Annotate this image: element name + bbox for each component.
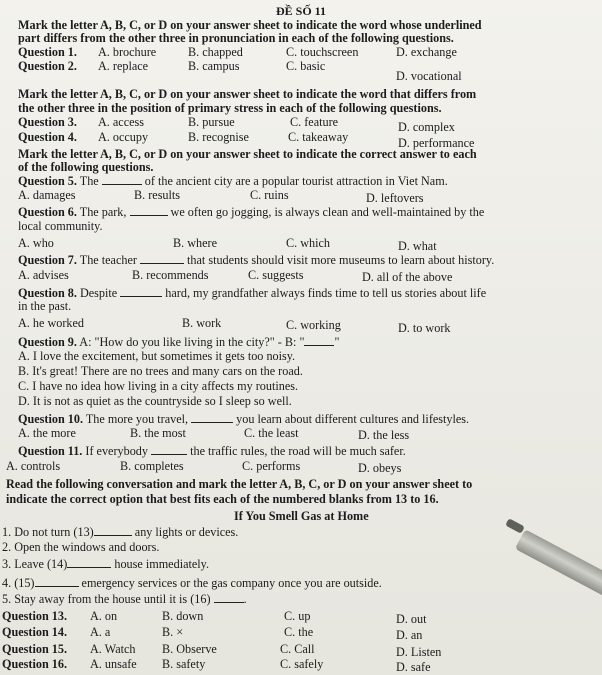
question-9-option-b[interactable]: B. It's great! There are no trees and many cars on the road. bbox=[18, 364, 303, 378]
question-5-post: of the ancient city are a popular tourist attraction in Viet Nam. bbox=[144, 174, 448, 188]
question-5-blank[interactable] bbox=[102, 174, 142, 185]
question-7-stem bbox=[18, 253, 494, 267]
question-15-option-d[interactable]: D. Listen bbox=[396, 645, 442, 659]
notice-line-3 bbox=[2, 557, 209, 571]
question-7-post: that students should visit more museums to learn about history. bbox=[187, 253, 495, 267]
question-9-option-d[interactable]: D. It is not as quiet as the countryside so I sleep so well. bbox=[18, 394, 292, 408]
question-14-option-b[interactable]: B. × bbox=[162, 625, 184, 639]
question-8-label: Question 8. bbox=[18, 286, 77, 300]
question-6-label: Question 6. bbox=[18, 205, 77, 219]
question-9-text: A: "How do you like living in the city?" - B: " bbox=[79, 335, 305, 349]
notice-line-5-pre: 5. Stay away from the house until it is (16) bbox=[2, 592, 211, 606]
question-10-blank[interactable] bbox=[191, 412, 233, 423]
question-5-option-b[interactable]: B. results bbox=[134, 188, 181, 202]
question-6-continuation: local community. bbox=[18, 219, 103, 233]
question-16-option-c[interactable]: C. safely bbox=[280, 657, 324, 671]
question-10-stem bbox=[18, 412, 469, 426]
section1-instruction-line1: Mark the letter A, B, C, or D on your answer sheet to indicate the word whose underlined bbox=[18, 18, 482, 32]
question-13-option-a[interactable]: A. on bbox=[90, 609, 118, 623]
question-11-pre: If everybody bbox=[85, 444, 148, 458]
question-14-option-d[interactable]: D. an bbox=[396, 628, 423, 642]
notice-blank-15[interactable] bbox=[35, 576, 79, 587]
question-2-option-a[interactable]: A. replace bbox=[98, 59, 149, 73]
question-6-option-a[interactable]: A. who bbox=[18, 236, 54, 250]
question-6-options bbox=[18, 236, 598, 253]
question-9-close-quote: " bbox=[334, 335, 340, 349]
question-13-option-d[interactable]: D. out bbox=[396, 612, 427, 626]
question-7-label: Question 7. bbox=[18, 253, 77, 267]
question-15-option-c[interactable]: C. Call bbox=[280, 642, 315, 656]
question-13-label: Question 13. bbox=[2, 609, 68, 623]
question-1-option-c[interactable]: C. touchscreen bbox=[286, 45, 359, 59]
question-6-option-b[interactable]: B. where bbox=[173, 236, 217, 250]
question-10-option-b[interactable]: B. the most bbox=[130, 426, 186, 440]
pen-decoration bbox=[515, 529, 602, 600]
question-3-option-c[interactable]: C. feature bbox=[290, 115, 339, 129]
question-9-label: Question 9. bbox=[18, 335, 77, 349]
question-4-option-a[interactable]: A. occupy bbox=[98, 130, 149, 144]
section3-instruction-line2: of the following questions. bbox=[18, 160, 154, 174]
question-9-option-c[interactable]: C. I have no idea how living in a city affects my routines. bbox=[18, 379, 299, 393]
question-13-option-b[interactable]: B. down bbox=[162, 609, 204, 623]
question-15 bbox=[2, 642, 598, 659]
question-2-option-c[interactable]: C. basic bbox=[286, 59, 326, 73]
question-5-pre: The bbox=[79, 174, 99, 188]
section4-instruction-line1: Read the following conversation and mark the letter A, B, C, or D on your answer sheet to bbox=[6, 477, 473, 491]
question-7-blank[interactable] bbox=[140, 253, 184, 264]
notice-line-4-pre: 4. (15) bbox=[2, 576, 35, 590]
question-10-post: you learn about different cultures and lifestyles. bbox=[236, 412, 470, 426]
page-title: ĐỀ SỐ 11 bbox=[275, 4, 326, 18]
question-6-option-c[interactable]: C. which bbox=[286, 236, 331, 250]
question-1-option-a[interactable]: A. brochure bbox=[98, 45, 157, 59]
question-5-options bbox=[18, 188, 598, 205]
notice-line-1-pre: 1. Do not turn (13) bbox=[2, 525, 94, 539]
question-9-blank[interactable] bbox=[304, 335, 334, 346]
question-3 bbox=[18, 115, 598, 134]
question-6-post: we often go jogging, is always clean and well-maintained by the bbox=[170, 205, 485, 219]
question-1 bbox=[18, 45, 598, 59]
question-3-label: Question 3. bbox=[18, 115, 77, 129]
question-8-continuation: in the past. bbox=[18, 299, 72, 313]
notice-line-1-post: any lights or devices. bbox=[134, 525, 239, 539]
question-11-options bbox=[6, 459, 598, 475]
question-10-label: Question 10. bbox=[18, 412, 84, 426]
question-4 bbox=[18, 130, 598, 150]
question-2-label: Question 2. bbox=[18, 59, 77, 73]
question-16-option-a[interactable]: A. unsafe bbox=[90, 657, 137, 671]
question-2-option-b[interactable]: B. campus bbox=[188, 59, 240, 73]
question-1-option-b[interactable]: B. chapped bbox=[188, 45, 243, 59]
pen-tip-decoration bbox=[505, 518, 525, 534]
question-15-label: Question 15. bbox=[2, 642, 68, 656]
question-6-pre: The park, bbox=[79, 205, 127, 219]
question-10-option-a[interactable]: A. the more bbox=[18, 426, 76, 440]
question-8-option-d[interactable]: D. to work bbox=[398, 321, 451, 335]
notice-blank-13[interactable] bbox=[94, 525, 132, 536]
question-9-stem bbox=[18, 335, 339, 349]
question-11-option-c[interactable]: C. performs bbox=[242, 459, 301, 473]
section2-instruction-line1: Mark the letter A, B, C, or D on your answer sheet to indicate the word that differs from bbox=[18, 87, 477, 101]
question-10-option-c[interactable]: C. the least bbox=[244, 426, 299, 440]
question-5-stem bbox=[18, 174, 448, 188]
question-1-option-d[interactable]: D. exchange bbox=[396, 45, 457, 59]
question-6-stem bbox=[18, 205, 484, 219]
notice-line-3-pre: 3. Leave (14) bbox=[2, 557, 68, 571]
notice-line-4 bbox=[2, 576, 382, 590]
question-14-option-a[interactable]: A. a bbox=[90, 625, 111, 639]
section2-instruction-line2: the other three in the position of primary stress in each of the following questions. bbox=[18, 101, 442, 115]
question-14-option-c[interactable]: C. the bbox=[284, 625, 314, 639]
notice-line-2: 2. Open the windows and doors. bbox=[2, 540, 160, 554]
question-16-label: Question 16. bbox=[2, 657, 68, 671]
notice-line-5 bbox=[2, 592, 247, 606]
question-8-option-a[interactable]: A. he worked bbox=[18, 316, 84, 330]
question-3-option-a[interactable]: A. access bbox=[98, 115, 145, 129]
section1-instruction-line2: part differs from the other three in pronunciation in each of the following questions. bbox=[18, 31, 454, 45]
notice-title: If You Smell Gas at Home bbox=[234, 509, 369, 523]
question-3-option-b[interactable]: B. pursue bbox=[188, 115, 235, 129]
question-7-option-c[interactable]: C. suggests bbox=[248, 268, 304, 282]
question-7-pre: The teacher bbox=[79, 253, 137, 267]
question-4-option-d[interactable]: D. performance bbox=[398, 136, 475, 150]
question-14-label: Question 14. bbox=[2, 625, 68, 639]
question-11-blank[interactable] bbox=[151, 444, 187, 455]
question-11-post: the traffic rules, the road will be much safer. bbox=[190, 444, 406, 458]
question-10-pre: The more you travel, bbox=[85, 412, 189, 426]
question-11-option-b[interactable]: B. completes bbox=[120, 459, 184, 473]
notice-line-1 bbox=[2, 525, 238, 539]
notice-blank-14[interactable] bbox=[67, 557, 111, 568]
question-11-label: Question 11. bbox=[18, 444, 83, 458]
question-10-options bbox=[18, 426, 598, 440]
question-9-option-a[interactable]: A. I love the excitement, but sometimes it gets too noisy. bbox=[18, 349, 296, 363]
question-11-option-d[interactable]: D. obeys bbox=[358, 461, 402, 475]
question-7-options bbox=[18, 268, 598, 282]
section3-instruction-line1: Mark the letter A, B, C, or D on your answer sheet to indicate the correct answer to each bbox=[18, 147, 477, 161]
question-11-stem bbox=[18, 444, 406, 458]
question-15-option-b[interactable]: B. Observe bbox=[162, 642, 217, 656]
question-7-option-d[interactable]: D. all of the above bbox=[362, 270, 453, 284]
question-7-option-a[interactable]: A. advises bbox=[18, 268, 69, 282]
question-15-option-a[interactable]: A. Watch bbox=[90, 642, 136, 656]
notice-line-4-post: emergency services or the gas company once you are outside. bbox=[81, 576, 382, 590]
notice-blank-16[interactable] bbox=[214, 592, 244, 603]
question-8-options bbox=[18, 316, 598, 335]
question-7-option-b[interactable]: B. recommends bbox=[132, 268, 209, 282]
question-1-label: Question 1. bbox=[18, 45, 77, 59]
question-14 bbox=[2, 625, 598, 642]
question-13 bbox=[2, 609, 598, 626]
question-5-label: Question 5. bbox=[18, 174, 77, 188]
question-5-option-a[interactable]: A. damages bbox=[18, 188, 76, 202]
question-6-option-d[interactable]: D. what bbox=[398, 239, 437, 253]
section4-instruction-line2: indicate the correct option that best fits each of the numbered blanks from 13 to 16. bbox=[6, 492, 439, 506]
question-2-option-d[interactable]: D. vocational bbox=[396, 69, 462, 83]
question-4-option-c[interactable]: C. takeaway bbox=[288, 130, 349, 144]
notice-line-3-post: house immediately. bbox=[114, 557, 210, 571]
question-2 bbox=[18, 59, 598, 83]
question-6-blank[interactable] bbox=[130, 205, 168, 216]
question-16-option-d[interactable]: D. safe bbox=[396, 660, 431, 674]
question-8-option-c[interactable]: C. working bbox=[286, 318, 341, 332]
question-4-option-b[interactable]: B. recognise bbox=[188, 130, 249, 144]
question-5-option-c[interactable]: C. ruins bbox=[250, 188, 289, 202]
question-11-option-a[interactable]: A. controls bbox=[6, 459, 61, 473]
question-8-pre: Despite bbox=[79, 286, 118, 300]
question-8-blank[interactable] bbox=[120, 286, 162, 297]
question-4-label: Question 4. bbox=[18, 130, 77, 144]
question-5-option-d[interactable]: D. leftovers bbox=[366, 191, 424, 205]
question-10-option-d[interactable]: D. the less bbox=[358, 428, 410, 442]
notice-line-5-post: . bbox=[243, 592, 247, 606]
question-8-option-b[interactable]: B. work bbox=[182, 316, 222, 330]
question-8-stem bbox=[18, 286, 486, 300]
question-16 bbox=[2, 657, 598, 674]
question-16-option-b[interactable]: B. safety bbox=[162, 657, 206, 671]
question-13-option-c[interactable]: C. up bbox=[284, 609, 311, 623]
question-3-option-d[interactable]: D. complex bbox=[398, 120, 455, 134]
question-8-post: hard, my grandfather always finds time to tell us stories about life bbox=[165, 286, 487, 300]
